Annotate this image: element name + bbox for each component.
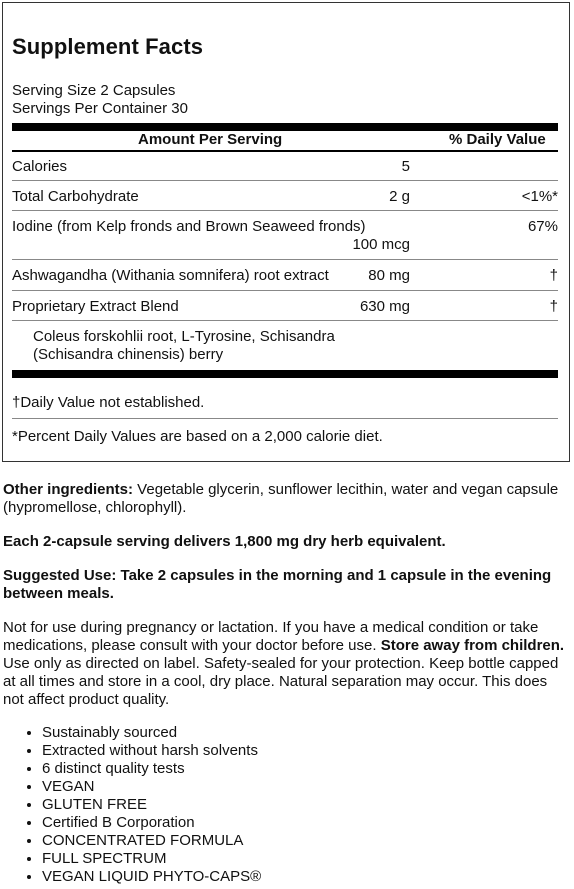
header-amount-per-serving: Amount Per Serving <box>138 131 283 148</box>
feature-item: • Extracted without harsh solvents <box>42 742 261 760</box>
ingredient-amount-ashwagandha: 80 mg <box>368 267 410 284</box>
other-ingredients-text: Vegetable glycerin, sunflower lecithin, water and vegan capsule (hypromellose, chlorophyll). <box>3 481 559 516</box>
feature-item: • GLUTEN FREE <box>42 796 261 814</box>
facts-title: Supplement Facts <box>12 34 204 59</box>
warning-paragraph <box>3 619 569 709</box>
other-ingredients-label: Other ingredients: <box>3 481 134 498</box>
header-daily-value: % Daily Value <box>449 131 546 148</box>
nutrient-name-calories: Calories <box>12 158 68 175</box>
ingredient-name-proprietary-blend: Proprietary Extract Blend <box>12 298 179 315</box>
blend-components-line1: Coleus forskohlii root, L-Tyrosine, Schisandra <box>33 328 335 345</box>
serving-note <box>3 533 569 551</box>
row-divider <box>12 259 558 260</box>
blend-components-line2: (Schisandra chinensis) berry <box>33 346 224 363</box>
footnote-divider <box>12 418 558 419</box>
header-divider <box>12 150 558 152</box>
nutrient-dv-iodine: 67% <box>527 218 558 235</box>
serving-note-text: Each 2-capsule serving delivers 1,800 mg dry herb equivalent. <box>3 533 446 550</box>
nutrient-name-carbohydrate: Total Carbohydrate <box>12 188 139 205</box>
suggested-use <box>3 567 569 603</box>
feature-list <box>3 724 261 886</box>
footnote-daily-value-not-established: †Daily Value not established. <box>12 394 205 411</box>
nutrient-name-iodine: Iodine (from Kelp fronds and Brown Seaweed fronds) <box>12 218 366 235</box>
row-divider <box>12 290 558 291</box>
ingredient-amount-proprietary-blend: 630 mg <box>359 298 410 315</box>
feature-item: • CONCENTRATED FORMULA <box>42 832 261 850</box>
servings-per-container: Servings Per Container 30 <box>12 100 188 117</box>
nutrient-dv-carbohydrate: <1%* <box>521 188 558 205</box>
row-divider <box>12 210 558 211</box>
nutrient-amount-carbohydrate: 2 g <box>389 188 410 205</box>
feature-item: • Sustainably sourced <box>42 724 261 742</box>
warning-store-away: Store away from children. <box>380 637 565 654</box>
nutrient-amount-iodine: 100 mcg <box>352 236 410 253</box>
feature-item: • 6 distinct quality tests <box>42 760 261 778</box>
feature-item: • Certified B Corporation <box>42 814 261 832</box>
thick-divider-bottom <box>12 370 558 378</box>
serving-size: Serving Size 2 Capsules <box>12 82 176 99</box>
footnote-percent-daily-values: *Percent Daily Values are based on a 2,000 calorie diet. <box>12 428 383 445</box>
ingredient-dv-ashwagandha: † <box>549 267 558 284</box>
row-divider <box>12 180 558 181</box>
warning-text-part1: Not for use during pregnancy or lactation. If you have a medical condition or take medications, please consult with your doctor before use. <box>3 619 539 654</box>
other-ingredients <box>3 481 569 517</box>
feature-item: • VEGAN LIQUID PHYTO-CAPS® <box>42 868 261 886</box>
row-divider <box>12 320 558 321</box>
feature-item: • FULL SPECTRUM <box>42 850 261 868</box>
warning-text-part2: Use only as directed on label. Safety-sealed for your protection. Keep bottle capped at all times and store in a cool, dry place. Natural separation may occur. This does not affect product quality. <box>3 655 559 708</box>
thick-divider-top <box>12 123 558 131</box>
nutrient-amount-calories: 5 <box>401 158 410 175</box>
ingredient-name-ashwagandha: Ashwagandha (Withania somnifera) root extract <box>12 267 329 284</box>
feature-item: • VEGAN <box>42 778 261 796</box>
ingredient-dv-proprietary-blend: † <box>549 298 558 315</box>
suggested-use-text: Suggested Use: Take 2 capsules in the morning and 1 capsule in the evening between meals. <box>3 567 552 602</box>
